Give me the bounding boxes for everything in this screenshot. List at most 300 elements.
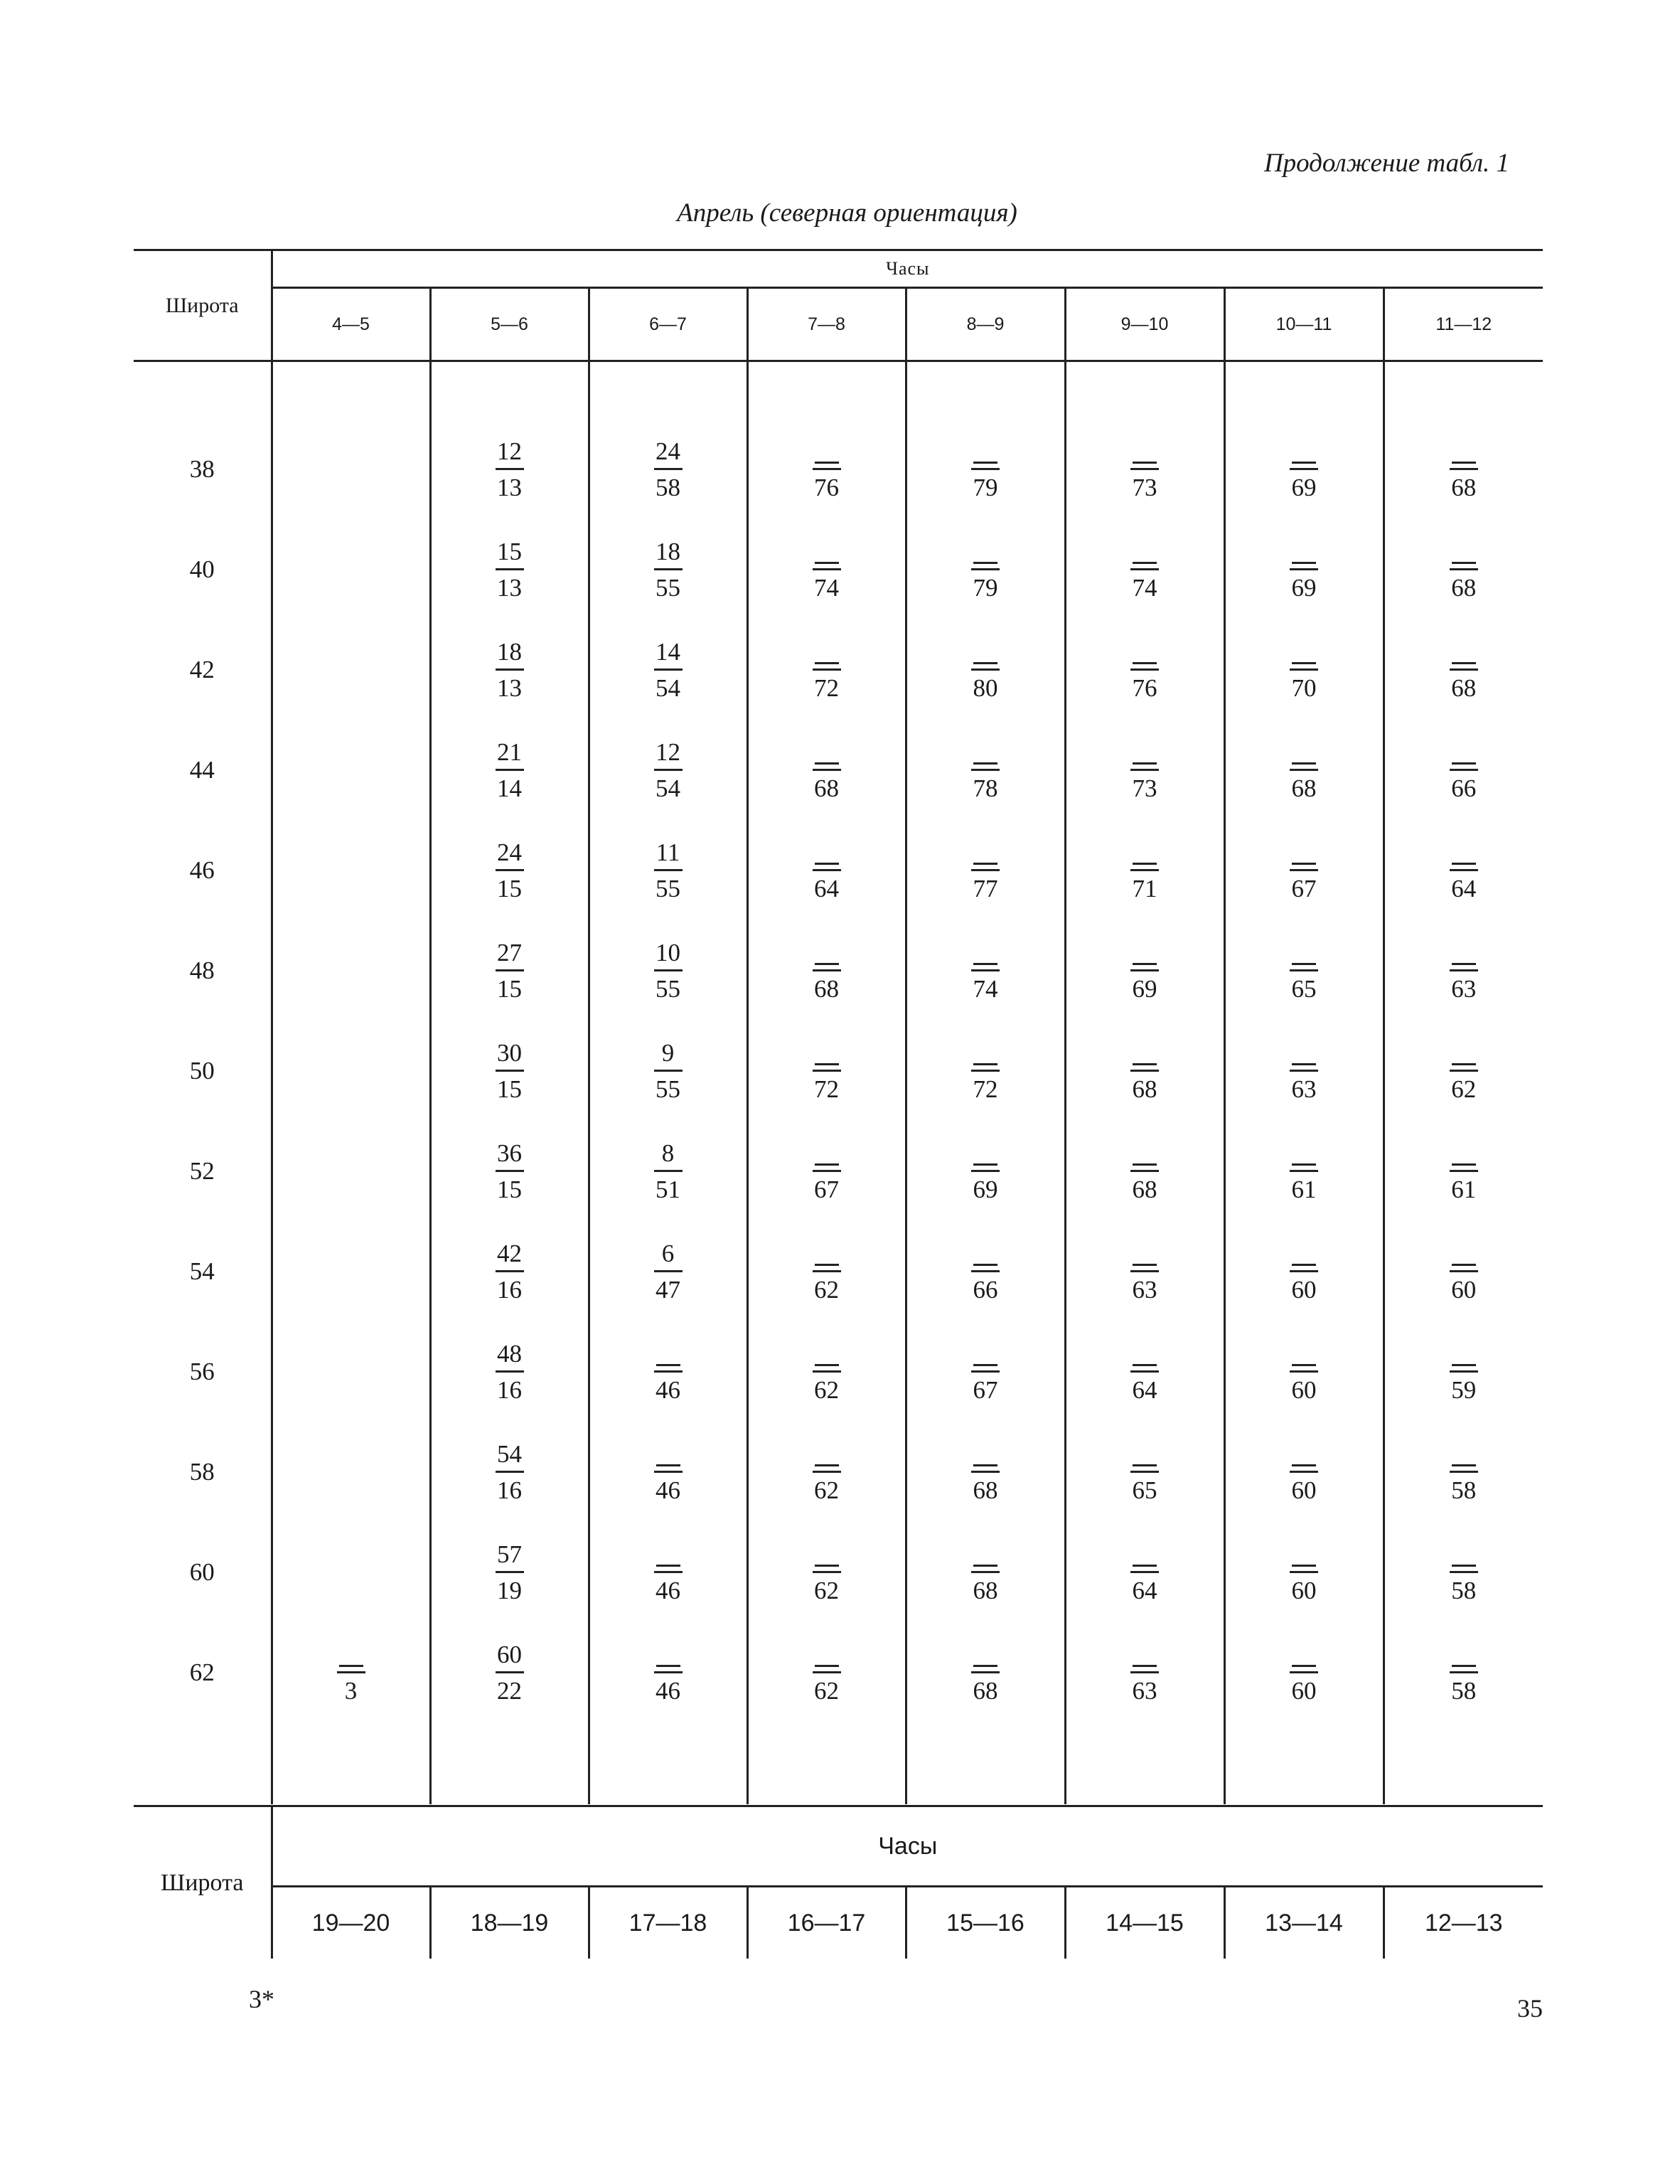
fraction-value — [813, 737, 841, 803]
fraction-denominator: 72 — [814, 673, 839, 702]
fraction-bar — [1130, 1671, 1159, 1673]
fraction-bar — [1130, 969, 1159, 971]
table-cell — [747, 519, 906, 619]
bottom-hour-column-header: 19—20 — [272, 1887, 430, 1959]
fraction-numerator — [1451, 838, 1477, 865]
fraction-numerator — [1132, 537, 1157, 564]
fraction-value — [971, 1339, 1000, 1405]
fraction-numerator — [814, 1439, 840, 1466]
fraction-bar — [971, 568, 1000, 570]
fraction-value — [654, 1640, 683, 1705]
fraction-value — [654, 437, 683, 502]
fraction-numerator: 9 — [661, 1038, 675, 1067]
fraction-value — [813, 838, 841, 903]
fraction-numerator: 48 — [497, 1339, 522, 1368]
fraction-numerator — [1132, 737, 1157, 765]
table-cell — [589, 920, 747, 1021]
empty-dash — [1292, 1364, 1316, 1366]
fraction-denominator: 60 — [1291, 1676, 1317, 1705]
table-cell — [906, 1121, 1065, 1221]
fraction-value — [1290, 437, 1318, 502]
fraction-denominator: 65 — [1291, 974, 1317, 1003]
table-continuation-label: Продолжение табл. 1 — [1263, 149, 1509, 178]
fraction-numerator — [1451, 1339, 1477, 1366]
table-cell — [747, 1522, 906, 1622]
empty-dash — [973, 863, 997, 865]
bottom-hour-column-header: 17—18 — [589, 1887, 747, 1959]
fraction-value — [813, 1540, 841, 1605]
fraction-denominator: 74 — [814, 573, 839, 602]
fraction-bar — [813, 668, 841, 671]
fraction-numerator — [1132, 938, 1157, 965]
empty-dash — [973, 562, 997, 564]
fraction-numerator: 24 — [656, 437, 680, 465]
table-cell — [589, 519, 747, 619]
empty-dash — [1292, 863, 1316, 865]
empty-dash — [815, 562, 839, 564]
fraction-denominator: 64 — [1451, 874, 1477, 902]
fraction-value — [971, 1139, 1000, 1204]
fraction-value — [813, 1139, 841, 1204]
fraction-value — [1290, 537, 1318, 602]
fraction-numerator — [1291, 938, 1317, 965]
fraction-value — [971, 1640, 1000, 1705]
fraction-bar — [1450, 1270, 1478, 1272]
fraction-numerator — [1291, 737, 1317, 765]
latitude-value: 44 — [189, 755, 215, 784]
fraction-bar — [654, 468, 683, 470]
fraction-denominator: 63 — [1291, 1075, 1317, 1103]
table-row — [134, 1422, 1543, 1522]
table-cell — [272, 1121, 430, 1221]
fraction-denominator: 16 — [497, 1476, 522, 1504]
bottom-hour-column-header: 14—15 — [1065, 1887, 1224, 1959]
fraction-numerator — [656, 1339, 681, 1366]
fraction-value — [1130, 737, 1159, 803]
fraction-denominator: 61 — [1291, 1175, 1317, 1203]
fraction-value — [813, 938, 841, 1003]
empty-dash — [815, 863, 839, 865]
empty-dash — [1133, 762, 1157, 765]
fraction-numerator — [1132, 1439, 1157, 1466]
fraction-denominator: 55 — [656, 1075, 680, 1103]
table-row — [134, 519, 1543, 619]
table-cell — [906, 1021, 1065, 1121]
latitude-value: 48 — [189, 956, 215, 984]
fraction-value — [813, 1640, 841, 1705]
fraction-denominator: 59 — [1451, 1375, 1477, 1404]
fraction-value — [654, 1339, 683, 1405]
table-cell — [589, 1221, 747, 1321]
fraction-numerator: 10 — [656, 938, 680, 966]
table-cell — [272, 519, 430, 619]
fraction-bar — [813, 568, 841, 570]
hour-column-header: 11—12 — [1384, 288, 1543, 361]
fraction-value — [1450, 1139, 1478, 1204]
table-cell — [430, 1422, 589, 1522]
empty-dash — [1133, 1464, 1157, 1466]
empty-dash — [815, 1264, 839, 1266]
table-row — [134, 1321, 1543, 1422]
table-cell — [430, 720, 589, 820]
empty-dash — [1133, 1364, 1157, 1366]
fraction-denominator: 58 — [656, 473, 680, 501]
table-cell — [1384, 720, 1543, 820]
empty-dash — [815, 762, 839, 765]
empty-dash — [1452, 462, 1476, 464]
fraction-value — [1450, 737, 1478, 803]
fraction-bar — [971, 1270, 1000, 1272]
fraction-numerator: 36 — [497, 1139, 522, 1167]
fraction-bar — [1450, 668, 1478, 671]
empty-dash — [1292, 762, 1316, 765]
table-cell — [906, 1522, 1065, 1622]
fraction-value — [813, 1339, 841, 1405]
fraction-numerator — [1451, 1038, 1477, 1065]
fraction-numerator — [973, 637, 998, 664]
fraction-bar — [1290, 468, 1318, 470]
table-row — [134, 619, 1543, 720]
empty-dash — [1292, 1565, 1316, 1567]
fraction-denominator: 69 — [1291, 473, 1317, 501]
hour-column-header: 4—5 — [272, 288, 430, 361]
fraction-numerator — [814, 537, 840, 564]
fraction-denominator: 54 — [656, 673, 680, 702]
fraction-bar — [1450, 1471, 1478, 1473]
fraction-value — [1130, 1239, 1159, 1304]
table-cell — [906, 1622, 1065, 1722]
fraction-denominator: 63 — [1132, 1275, 1157, 1304]
table-cell — [430, 1622, 589, 1722]
fraction-value — [1450, 1339, 1478, 1405]
fraction-numerator — [656, 1540, 681, 1567]
table-cell — [589, 419, 747, 519]
fraction-denominator: 71 — [1132, 874, 1157, 902]
fraction-numerator: 8 — [661, 1139, 675, 1167]
table-cell — [1384, 1522, 1543, 1622]
empty-dash — [1133, 1264, 1157, 1266]
table-cell — [906, 720, 1065, 820]
table-cell — [747, 1021, 906, 1121]
bottom-hour-column-header: 18—19 — [430, 1887, 589, 1959]
fraction-value — [1290, 1038, 1318, 1104]
fraction-denominator: 67 — [814, 1175, 839, 1203]
fraction-value — [654, 637, 683, 703]
fraction-numerator — [814, 1339, 840, 1366]
fraction-numerator: 60 — [497, 1640, 522, 1668]
bottom-hour-column-header: 16—17 — [747, 1887, 906, 1959]
fraction-denominator: 46 — [656, 1576, 680, 1604]
table-subtitle: Апрель (северная ориентация) — [677, 198, 1017, 228]
fraction-bar — [971, 668, 1000, 671]
empty-dash — [1133, 1163, 1157, 1166]
fraction-value — [496, 1239, 524, 1304]
fraction-bar — [496, 769, 524, 771]
latitude-value: 52 — [189, 1156, 215, 1185]
fraction-denominator: 80 — [973, 673, 998, 702]
fraction-value — [1290, 1139, 1318, 1204]
table-cell — [906, 519, 1065, 619]
fraction-numerator — [973, 1239, 998, 1266]
fraction-value — [654, 537, 683, 602]
table-cell — [272, 619, 430, 720]
table-row — [134, 1021, 1543, 1121]
empty-dash — [656, 1565, 680, 1567]
fraction-bar — [1290, 769, 1318, 771]
fraction-denominator: 13 — [497, 573, 522, 602]
fraction-denominator: 47 — [656, 1275, 680, 1304]
fraction-value — [654, 1239, 683, 1304]
empty-dash — [1133, 1063, 1157, 1065]
fraction-bar — [1450, 1370, 1478, 1373]
table-cell — [272, 720, 430, 820]
fraction-value — [1450, 537, 1478, 602]
table-cell — [1224, 920, 1384, 1021]
fraction-numerator — [1451, 938, 1477, 965]
empty-dash — [1133, 1565, 1157, 1567]
fraction-bar — [654, 1571, 683, 1573]
fraction-value — [813, 1038, 841, 1104]
fraction-numerator — [973, 1139, 998, 1166]
fraction-bar — [654, 1170, 683, 1172]
fraction-numerator — [1451, 1540, 1477, 1567]
fraction-denominator: 46 — [656, 1476, 680, 1504]
fraction-bar — [1450, 1170, 1478, 1172]
table-cell — [430, 1221, 589, 1321]
fraction-denominator: 60 — [1291, 1476, 1317, 1504]
table-cell — [1224, 1021, 1384, 1121]
fraction-bar — [654, 1270, 683, 1272]
fraction-value — [1130, 1038, 1159, 1104]
fraction-bar — [1290, 668, 1318, 671]
empty-dash — [1452, 1464, 1476, 1466]
fraction-numerator — [814, 1239, 840, 1266]
fraction-bar — [971, 869, 1000, 871]
table-cell — [1224, 1522, 1384, 1622]
fraction-denominator: 68 — [814, 974, 839, 1003]
fraction-bar — [496, 1270, 524, 1272]
table-cell — [272, 1422, 430, 1522]
fraction-numerator — [1451, 437, 1477, 464]
fraction-value — [1130, 1540, 1159, 1605]
fraction-denominator: 60 — [1291, 1375, 1317, 1404]
empty-dash — [815, 963, 839, 965]
empty-dash — [1452, 1565, 1476, 1567]
fraction-bar — [813, 869, 841, 871]
table-cell — [906, 419, 1065, 519]
hour-column-header: 6—7 — [589, 288, 747, 361]
empty-dash — [1133, 462, 1157, 464]
table-cell — [1224, 820, 1384, 920]
bottom-hour-column-header: 13—14 — [1224, 1887, 1384, 1959]
fraction-value — [1290, 1640, 1318, 1705]
fraction-numerator: 12 — [656, 737, 680, 766]
empty-dash — [1292, 562, 1316, 564]
fraction-value — [1290, 1339, 1318, 1405]
table-row — [134, 1221, 1543, 1321]
fraction-value — [1130, 1439, 1159, 1505]
fraction-bar — [654, 1370, 683, 1373]
printer-signature: 3* — [249, 1985, 274, 2013]
empty-dash — [1452, 1264, 1476, 1266]
fraction-bar — [654, 769, 683, 771]
fraction-bar — [1130, 869, 1159, 871]
fraction-bar — [496, 1571, 524, 1573]
fraction-denominator: 61 — [1451, 1175, 1477, 1203]
table-cell — [1384, 920, 1543, 1021]
latitude-value: 50 — [189, 1056, 215, 1085]
fraction-bar — [1450, 568, 1478, 570]
fraction-value — [971, 938, 1000, 1003]
empty-dash — [973, 1163, 997, 1166]
empty-dash — [973, 1464, 997, 1466]
table-cell — [1224, 519, 1384, 619]
fraction-value — [496, 938, 524, 1003]
table-cell — [1065, 1321, 1224, 1422]
fraction-value — [654, 737, 683, 803]
hour-column-header: 10—11 — [1224, 288, 1384, 361]
table-cell — [1224, 720, 1384, 820]
fraction-numerator — [814, 737, 840, 765]
fraction-numerator — [973, 938, 998, 965]
empty-dash — [1292, 662, 1316, 664]
table-cell — [906, 1422, 1065, 1522]
fraction-denominator: 63 — [1132, 1676, 1157, 1705]
fraction-denominator: 55 — [656, 974, 680, 1003]
table-cell — [747, 820, 906, 920]
hour-column-header: 5—6 — [430, 288, 589, 361]
empty-dash — [1452, 662, 1476, 664]
fraction-bar — [496, 1471, 524, 1473]
fraction-denominator: 79 — [973, 573, 998, 602]
fraction-bar — [1130, 668, 1159, 671]
fraction-numerator: 24 — [497, 838, 522, 866]
fraction-numerator — [1291, 838, 1317, 865]
fraction-value — [337, 1640, 365, 1705]
fraction-denominator: 13 — [497, 473, 522, 501]
fraction-value — [971, 637, 1000, 703]
fraction-bar — [813, 1170, 841, 1172]
table-cell — [1065, 1622, 1224, 1722]
table-cell — [430, 920, 589, 1021]
fraction-value — [1450, 637, 1478, 703]
fraction-numerator — [1451, 1239, 1477, 1266]
fraction-numerator: 21 — [497, 737, 522, 766]
table-cell — [1384, 519, 1543, 619]
fraction-value — [813, 537, 841, 602]
fraction-denominator: 69 — [973, 1175, 998, 1203]
table-cell — [1065, 1121, 1224, 1221]
latitude-value: 42 — [189, 655, 215, 683]
fraction-numerator — [1291, 437, 1317, 464]
fraction-value — [496, 737, 524, 803]
empty-dash — [1133, 963, 1157, 965]
fraction-denominator: 62 — [814, 1576, 839, 1604]
fraction-bar — [1130, 1370, 1159, 1373]
page-number: 35 — [1517, 1994, 1543, 2023]
fraction-denominator: 68 — [973, 1576, 998, 1604]
fraction-value — [496, 1640, 524, 1705]
latitude-column-header: Широта — [134, 250, 272, 361]
fraction-denominator: 72 — [814, 1075, 839, 1103]
fraction-numerator — [1132, 437, 1157, 464]
fraction-denominator: 77 — [973, 874, 998, 902]
fraction-value — [496, 1439, 524, 1505]
fraction-bar — [496, 969, 524, 971]
fraction-value — [1290, 737, 1318, 803]
fraction-bar — [1290, 1471, 1318, 1473]
fraction-value — [1130, 537, 1159, 602]
fraction-bar — [971, 1671, 1000, 1673]
empty-dash — [815, 1163, 839, 1166]
fraction-bar — [813, 1471, 841, 1473]
table-cell — [1065, 920, 1224, 1021]
fraction-numerator — [1291, 537, 1317, 564]
fraction-denominator: 68 — [1132, 1075, 1157, 1103]
fraction-bar — [971, 468, 1000, 470]
empty-dash — [815, 1464, 839, 1466]
fraction-denominator: 69 — [1291, 573, 1317, 602]
fraction-numerator — [1451, 1439, 1477, 1466]
fraction-denominator: 68 — [1132, 1175, 1157, 1203]
empty-dash — [1452, 963, 1476, 965]
empty-dash — [1133, 863, 1157, 865]
fraction-denominator: 13 — [497, 673, 522, 702]
fraction-denominator: 76 — [1132, 673, 1157, 702]
fraction-denominator: 67 — [973, 1375, 998, 1404]
fraction-denominator: 62 — [814, 1375, 839, 1404]
table-cell — [1384, 1622, 1543, 1722]
fraction-denominator: 22 — [497, 1676, 522, 1705]
fraction-denominator: 51 — [656, 1175, 680, 1203]
fraction-numerator — [1132, 1139, 1157, 1166]
fraction-bar — [1290, 1370, 1318, 1373]
fraction-value — [1290, 838, 1318, 903]
fraction-numerator: 42 — [497, 1239, 522, 1267]
fraction-numerator — [1291, 1339, 1317, 1366]
table-cell — [1065, 820, 1224, 920]
empty-dash — [815, 462, 839, 464]
fraction-denominator: 16 — [497, 1275, 522, 1304]
fraction-value — [654, 838, 683, 903]
fraction-numerator — [1132, 1339, 1157, 1366]
fraction-bar — [813, 769, 841, 771]
table-cell — [430, 419, 589, 519]
fraction-numerator: 18 — [656, 537, 680, 565]
fraction-denominator: 3 — [344, 1676, 358, 1705]
fraction-bar — [971, 1170, 1000, 1172]
table-cell — [589, 1622, 747, 1722]
empty-dash — [1452, 1364, 1476, 1366]
fraction-numerator: 6 — [661, 1239, 675, 1267]
hours-group-header: Часы — [272, 250, 1543, 288]
fraction-denominator: 68 — [1451, 673, 1477, 702]
table-cell — [1065, 1021, 1224, 1121]
fraction-value — [654, 938, 683, 1003]
table-row — [134, 920, 1543, 1021]
fraction-denominator: 46 — [656, 1375, 680, 1404]
fraction-bar — [1290, 969, 1318, 971]
fraction-denominator: 63 — [1451, 974, 1477, 1003]
fraction-bar — [813, 1370, 841, 1373]
empty-dash — [1292, 963, 1316, 965]
table-cell — [272, 1321, 430, 1422]
fraction-bar — [971, 1471, 1000, 1473]
latitude-value: 54 — [189, 1257, 215, 1285]
table-cell — [1224, 419, 1384, 519]
fraction-numerator — [814, 1640, 840, 1667]
fraction-bar — [654, 668, 683, 671]
